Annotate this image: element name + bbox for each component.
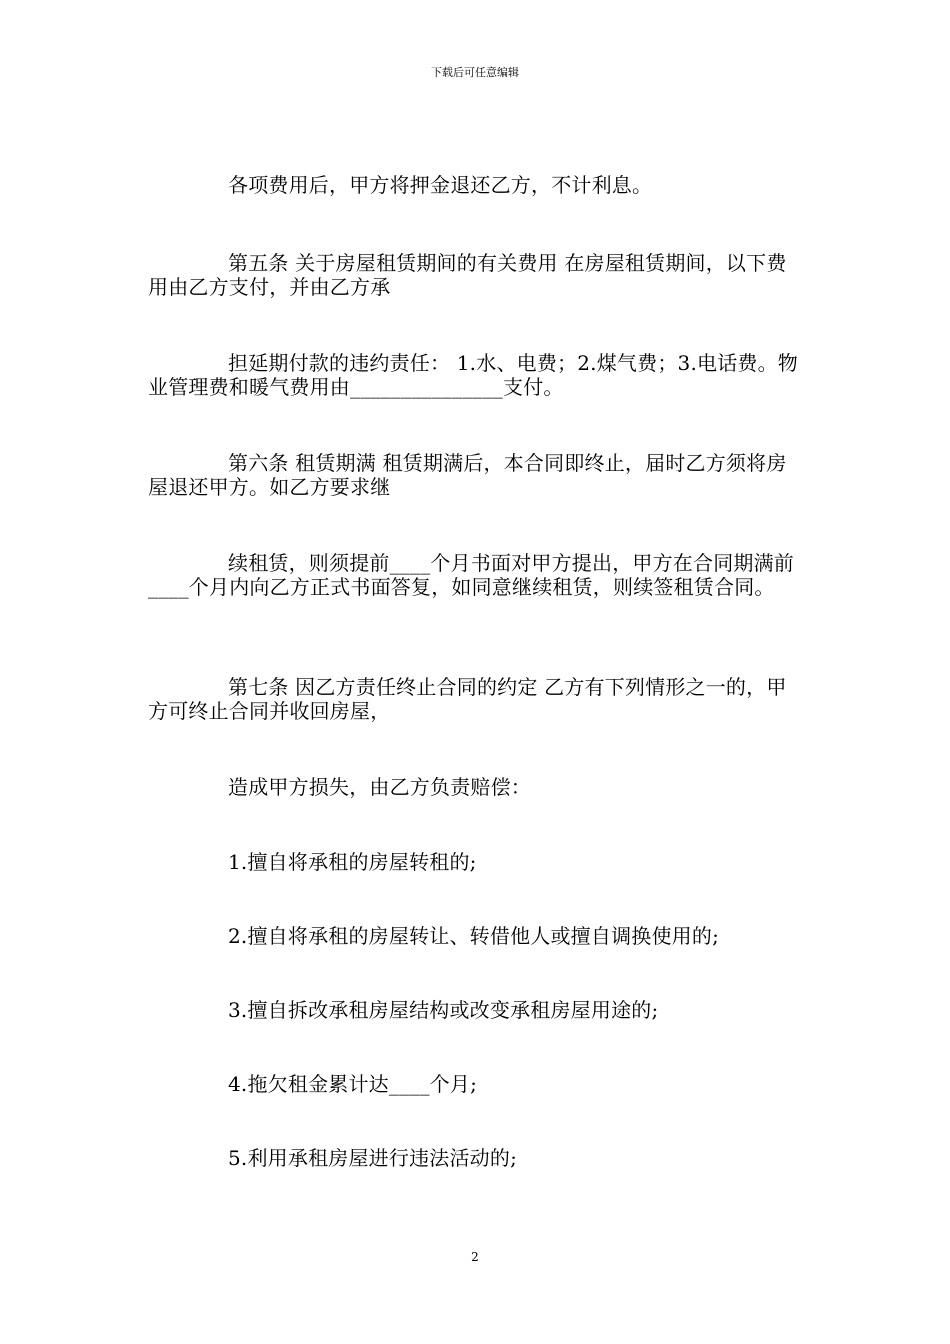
page-number: 2 <box>471 1250 479 1264</box>
paragraph-article-5: 第五条 关于房屋租赁期间的有关费用 在房屋租赁期间，以下费用由乙方支付，并由乙方承 <box>148 251 787 299</box>
list-item-4: 4.拖欠租金累计达____个月; <box>228 1072 478 1096</box>
list-item-5: 5.利用承租房屋进行违法活动的; <box>228 1146 518 1170</box>
paragraph-fees: 担延期付款的违约责任： 1.水、电费；2.煤气费；3.电话费。物业管理费和暖气费用由_______________支付。 <box>148 351 799 399</box>
paragraph-article-7: 第七条 因乙方责任终止合同的约定 乙方有下列情形之一的，甲方可终止合同并收回房屋， <box>148 675 787 723</box>
page-header: 下载后可任意编辑 <box>431 66 519 79</box>
list-item-1: 1.擅自将承租的房屋转租的; <box>228 850 477 874</box>
paragraph-article-6: 第六条 租赁期满 租赁期满后，本合同即终止，届时乙方须将房屋退还甲方。如乙方要求继 <box>148 451 787 499</box>
paragraph-renewal: 续租赁，则须提前____个月书面对甲方提出，甲方在合同期满前____个月内向乙方正式书面答复，如同意继续租赁，则续签租赁合同。 <box>148 551 794 599</box>
list-item-3: 3.擅自拆改承租房屋结构或改变承租房屋用途的; <box>228 998 659 1022</box>
list-item-2: 2.擅自将承租的房屋转让、转借他人或擅自调换使用的; <box>228 924 720 948</box>
paragraph-deposit-return: 各项费用后，甲方将押金退还乙方，不计利息。 <box>228 173 653 197</box>
paragraph-compensation: 造成甲方损失，由乙方负责赔偿： <box>228 775 531 799</box>
